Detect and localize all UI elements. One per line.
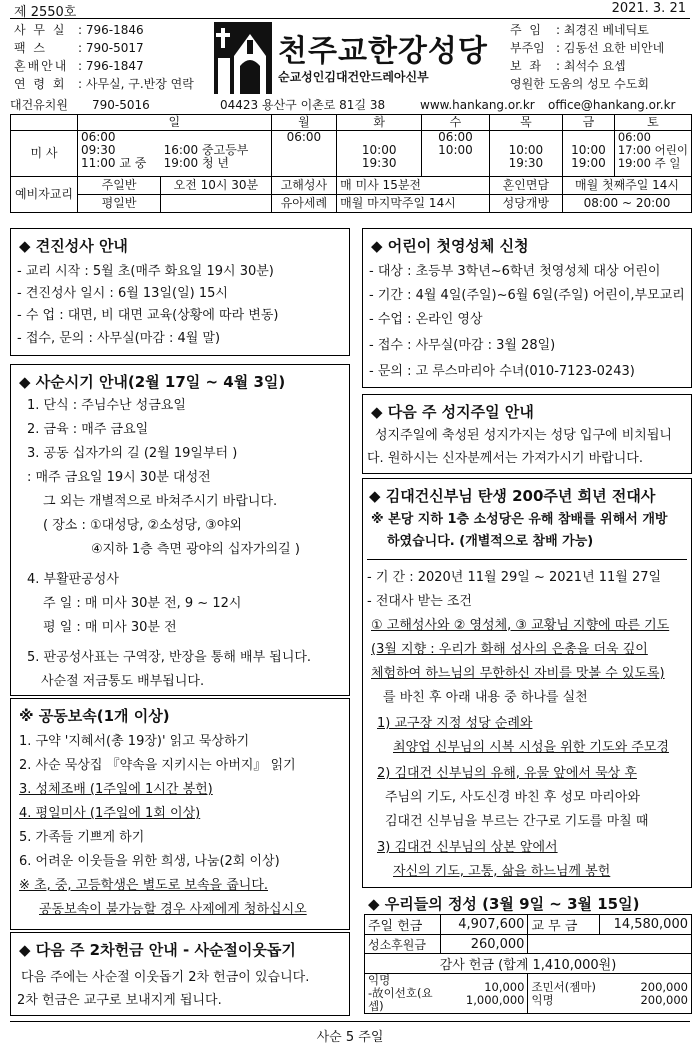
sunday-offering-label: 주일 헌금 <box>365 915 441 935</box>
kindergarten-phone: 790-5016 <box>92 98 150 112</box>
contact-fax: 팩 스 : 790-5017 <box>14 41 144 55</box>
church-icon <box>214 22 272 94</box>
parish-logo <box>214 22 496 94</box>
mass-label: 미 사 <box>11 131 78 177</box>
vocation-value: 260,000 <box>440 935 528 954</box>
palm-sunday-title: ◆ 다음 주 성지주일 안내 <box>371 403 534 421</box>
lent-section: ◆ 사순시기 안내(2월 17일 ~ 4월 3일) 1. 단식 : 주님수난 성금요일 2. 금육 : 매주 금요일 3. 공동 십자가의 길 (2월 19일부터 ) : 매주 금요일 19시 30분 대성전 그 외는 개별적으로 바쳐주시기 바랍니다. ( 장소 : ①대성당, ②소성당, ③야외 ④지하 1층 측면 광야의 십자가의길 ) 4. 부활판공성사 주 일 : 매 미사 30분 전, 9 ~ 12시 평 일 : 매 미사 30분 전 5. 판공성사표는 구역장, 반장을 통해 배부 됩니다. 사순절 저금통도 배부됩니다. <box>10 364 350 696</box>
second-collection-title: ◆ 다음 주 2차헌금 안내 - 사순절이웃돕기 <box>19 941 296 959</box>
diocese-value: 14,580,000 <box>600 915 692 935</box>
footer-divider <box>10 1021 690 1022</box>
sunday-offering-value: 4,907,600 <box>440 915 528 935</box>
mass-sat: 06:00 17:00 어린이 19:00 주 일 <box>614 131 691 177</box>
staff-congregation: 영원한 도움의 성모 수도회 <box>510 77 649 91</box>
issue-date: 2021. 3. 21 <box>611 1 686 16</box>
parish-name: 천주교한강성당 <box>278 34 488 69</box>
mass-schedule-table <box>10 114 692 213</box>
mass-sun-a: 06:00 09:30 11:00 교 중 <box>77 131 160 177</box>
first-communion-title: ◆ 어린이 첫영성체 신청 <box>371 237 529 255</box>
contact-office: 사 무 실 : 796-1846 <box>14 23 144 37</box>
website-link[interactable]: www.hankang.or.kr <box>420 98 535 112</box>
day-sat: 토 <box>614 115 691 131</box>
offering-table: 주일 헌금 4,907,600 교 무 금 14,580,000 성소후원금 260,000 감사 헌금 (합계 1,410,000원) 익명 -故이선호(요셉) 10,000 1,000,000 조민서(젬마) 익명 200,000 200,000 <box>364 914 692 1014</box>
mass-wed: 06:00 10:00 <box>422 131 489 177</box>
contact-wedding: 혼배안내 : 796-1847 <box>14 59 144 73</box>
mass-row <box>11 131 692 177</box>
jubilee-indulgence-section: ◆ 김대건신부님 탄생 200주년 희년 전대사 ※ 본당 지하 1층 소성당은 유해 참배를 위해서 개방 하였습니다. (개별적으로 참배 가능) - 기 간 : 2020년 11월 29일 ~ 2021년 11월 27일 - 전대사 받는 조건 ① 고해성사와 ② 영성체, ③ 교황님 지향에 따른 기도 (3월 지향 : 우리가 화해 성사의 은총을 더욱 깊이 체험하여 하느님의 무한하신 자비를 맛볼 수 있도록) 를 바친 후 아래 내용 중 하나를 실천 1) 교구장 지정 성당 순례와 최양업 신부님의 시복 시성을 위한 기도와 주모경 2) 김대건 신부님의 유해, 유물 앞에서 묵상 후 주님의 기도, 사도신경 바친 후 성모 마리아와 김대건 신부님을 부르는 간구로 기도를 마칠 때 3) 김대건 신부님의 상본 앞에서 자신의 기도, 고통, 삶을 하느님께 봉헌 <box>362 478 692 888</box>
thanks-offering-total: 감사 헌금 (합계 1,410,000원) <box>365 954 692 974</box>
staff-assistant: 보 좌 : 최석수 요셉 <box>510 59 626 73</box>
confirmation-section: ◆ 견진성사 안내 - 교리 시작 : 5월 초(매주 화요일 19시 30분) - 견진성사 일시 : 6월 13일(일) 15시 - 수 업 : 대면, 비 대면 교육(상황에 따라 변동) - 접수, 문의 : 사무실(마감 : 4월 말) <box>10 228 350 356</box>
catechumen-label: 예비자교리 <box>11 177 78 213</box>
day-mon: 월 <box>271 115 337 131</box>
offering-title: ◆ 우리들의 정성 (3월 9일 ~ 3월 15일) <box>368 895 640 913</box>
day-tue: 화 <box>337 115 422 131</box>
first-communion-section: ◆ 어린이 첫영성체 신청 - 대상 : 초등부 3학년~6학년 첫영성체 대상 어린이 - 기간 : 4월 4일(주일)~6월 6일(주일) 어린이,부모교리 - 수업 : 온라인 영상 - 접수 : 사무실(마감 : 3월 28일) - 문의 : 고 루스마리아 수녀(010-7123-0243) <box>362 228 692 388</box>
second-collection-section: ◆ 다음 주 2차헌금 안내 - 사순절이웃돕기 다음 주에는 사순절 이웃돕기 2차 헌금이 있습니다. 2차 헌금은 교구로 보내지게 됩니다. <box>10 932 350 1016</box>
mass-fri: 10:00 19:00 <box>563 131 615 177</box>
penance-section: ※ 공동보속(1개 이상) 1. 구약 '지혜서(총 19장)' 읽고 묵상하기 2. 사순 묵상집 『약속을 지키시는 아버지』 읽기 3. 성체조배 (1주일에 1시간 봉헌) 4. 평일미사 (1주일에 1회 이상) 5. 가족들 기쁘게 하기 6. 어려운 이웃들을 위한 희생, 나눔(2회 이상) ※ 초, 중, 고등학생은 별도로 보속을 줍니다. 공동보속이 불가능할 경우 사제에게 청하십시오 <box>10 698 350 930</box>
penance-title: ※ 공동보속(1개 이상) <box>19 707 170 725</box>
lent-title: ◆ 사순시기 안내(2월 17일 ~ 4월 3일) <box>19 373 286 391</box>
top-divider <box>10 18 690 19</box>
day-sun: 일 <box>77 115 271 131</box>
contact-yeonryeong: 연 령 회 : 사무실, 구.반장 연락 <box>14 77 194 91</box>
mass-thu: 10:00 19:30 <box>489 131 562 177</box>
catechumen-row-sunday: 예비자교리 주일반 오전 10시 30분 고해성사 매 미사 15분전 혼인면담 매월 첫째주일 14시 <box>11 177 692 195</box>
staff-associate: 부주임 : 김동선 요한 비안네 <box>510 41 665 55</box>
jubilee-title: ◆ 김대건신부님 탄생 200주년 희년 전대사 <box>369 487 656 505</box>
schedule-header <box>11 115 692 131</box>
day-fri: 금 <box>563 115 615 131</box>
issue-number: 제 2550호 <box>14 5 77 20</box>
address-line <box>10 96 690 113</box>
diocese-label: 교 무 금 <box>528 915 600 935</box>
confirmation-title: ◆ 견진성사 안내 <box>19 237 128 255</box>
staff-pastor: 주 임 : 최경진 베네딕토 <box>510 23 649 37</box>
mass-tue: 10:00 19:30 <box>337 131 422 177</box>
palm-sunday-section: ◆ 다음 주 성지주일 안내 성지주일에 축성된 성지가지는 성당 입구에 비치됩니 다. 원하시는 신자분께서는 가져가시기 바랍니다. <box>362 394 692 474</box>
day-wed: 수 <box>422 115 489 131</box>
jubilee-divider <box>367 559 687 560</box>
mass-mon: 06:00 <box>271 131 337 177</box>
kindergarten-label: 대건유치원 <box>10 98 68 112</box>
day-thu: 목 <box>489 115 562 131</box>
catechumen-row-weekday: 평일반 유아세례 매월 마지막주일 14시 성당개방 08:00 ~ 20:00 <box>11 195 692 213</box>
address: 04423 용산구 이촌로 81길 38 <box>220 98 386 112</box>
vocation-label: 성소후원금 <box>365 935 441 954</box>
parish-subtitle: 순교성인김대건안드레아신부 <box>278 70 429 84</box>
footer-liturgical-day: 사순 5 주일 <box>316 1030 384 1045</box>
email-link[interactable]: office@hankang.or.kr <box>548 98 676 112</box>
mass-sun-b: 16:00 중고등부 19:00 청 년 <box>161 131 272 177</box>
